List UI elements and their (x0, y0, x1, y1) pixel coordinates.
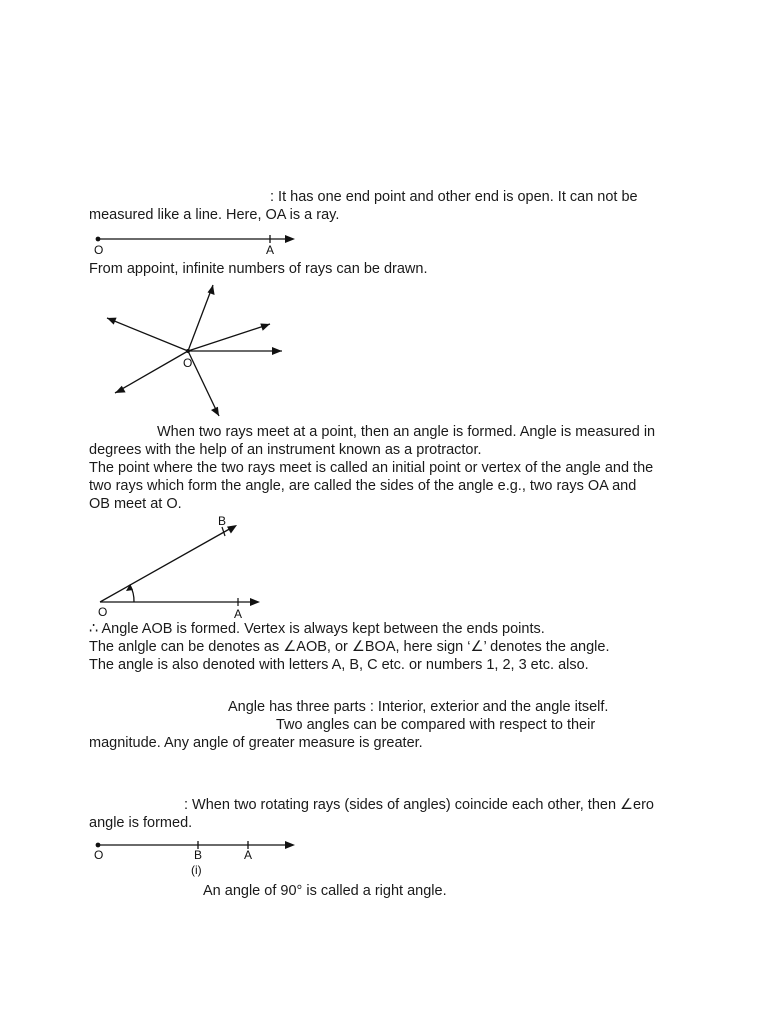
zero-angle-figure (88, 836, 308, 880)
angle-notation-text: The anlgle can be denotes as ∠AOB, or ∠BOA, here sign ‘∠’ denotes the angle. (89, 639, 610, 655)
angle-definition-line-3: The point where the two rays meet is called an initial point or vertex of the angle and the (89, 460, 654, 476)
zero-angle-start-point (96, 843, 101, 848)
infinite-rays-text: From appoint, infinite numbers of rays can be drawn. (89, 261, 428, 277)
ray-oa-arrowhead (285, 235, 295, 243)
label-b: B (194, 848, 203, 862)
angle-definition-line-5: OB meet at O. (89, 496, 182, 512)
angle-definition-line-2: degrees with the help of an instrument known as a protractor. (89, 442, 482, 458)
ray-oa-start-point (96, 237, 101, 242)
star-center-point (186, 349, 190, 353)
ray-up (188, 285, 213, 351)
ray-down (188, 351, 219, 416)
label-o: O (94, 848, 104, 862)
infinite-rays-figure (90, 278, 300, 424)
angle-comparison-line-2: magnitude. Any angle of greater measure is greater. (89, 735, 423, 751)
angle-comparison-line-1: Two angles can be compared with respect to their (276, 717, 596, 733)
angle-letters-text: The angle is also denoted with letters A, B, C etc. or numbers 1, 2, 3 etc. also. (89, 657, 589, 673)
zero-angle-line-1: : When two rotating rays (sides of angles) coincide each other, then ∠ero (184, 797, 654, 813)
ray-upper-left (107, 318, 188, 351)
angle-definition-line-1: When two rays meet at a point, then an angle is formed. Angle is measured in (157, 424, 656, 440)
ray-lower-left (115, 351, 188, 393)
zero-angle-line-2: angle is formed. (89, 815, 193, 831)
ray-oa-arrowhead (250, 598, 260, 606)
angle-aob-figure (90, 512, 270, 620)
label-o: O (98, 605, 108, 619)
label-a: A (234, 607, 243, 621)
label-a: A (244, 848, 253, 862)
zero-angle-arrowhead (285, 841, 295, 849)
ray-oa-figure (88, 230, 308, 258)
label-b: B (218, 514, 227, 528)
star-center-label: O (183, 356, 193, 370)
ray-ob-arrowhead (227, 525, 237, 534)
angle-parts-text: Angle has three parts : Interior, exterior and the angle itself. (228, 699, 609, 715)
ray-upper-right (188, 324, 270, 351)
angle-aob-formed-text: ∴ Angle AOB is formed. Vertex is always kept between the ends points. (89, 621, 545, 637)
ray-ob (100, 527, 233, 602)
ray-definition-line-1: : It has one end point and other end is open. It can not be (270, 189, 638, 205)
ray-oa-label-a: A (266, 243, 275, 257)
right-angle-text: An angle of 90° is called a right angle. (203, 883, 447, 899)
ray-oa-label-o: O (94, 243, 104, 257)
figure-caption: (i) (191, 863, 202, 877)
angle-definition-line-4: two rays which form the angle, are called the sides of the angle e.g., two rays OA and (89, 478, 637, 494)
ray-definition-line-2: measured like a line. Here, OA is a ray. (89, 207, 340, 223)
angle-arc-arrowhead (126, 584, 133, 591)
